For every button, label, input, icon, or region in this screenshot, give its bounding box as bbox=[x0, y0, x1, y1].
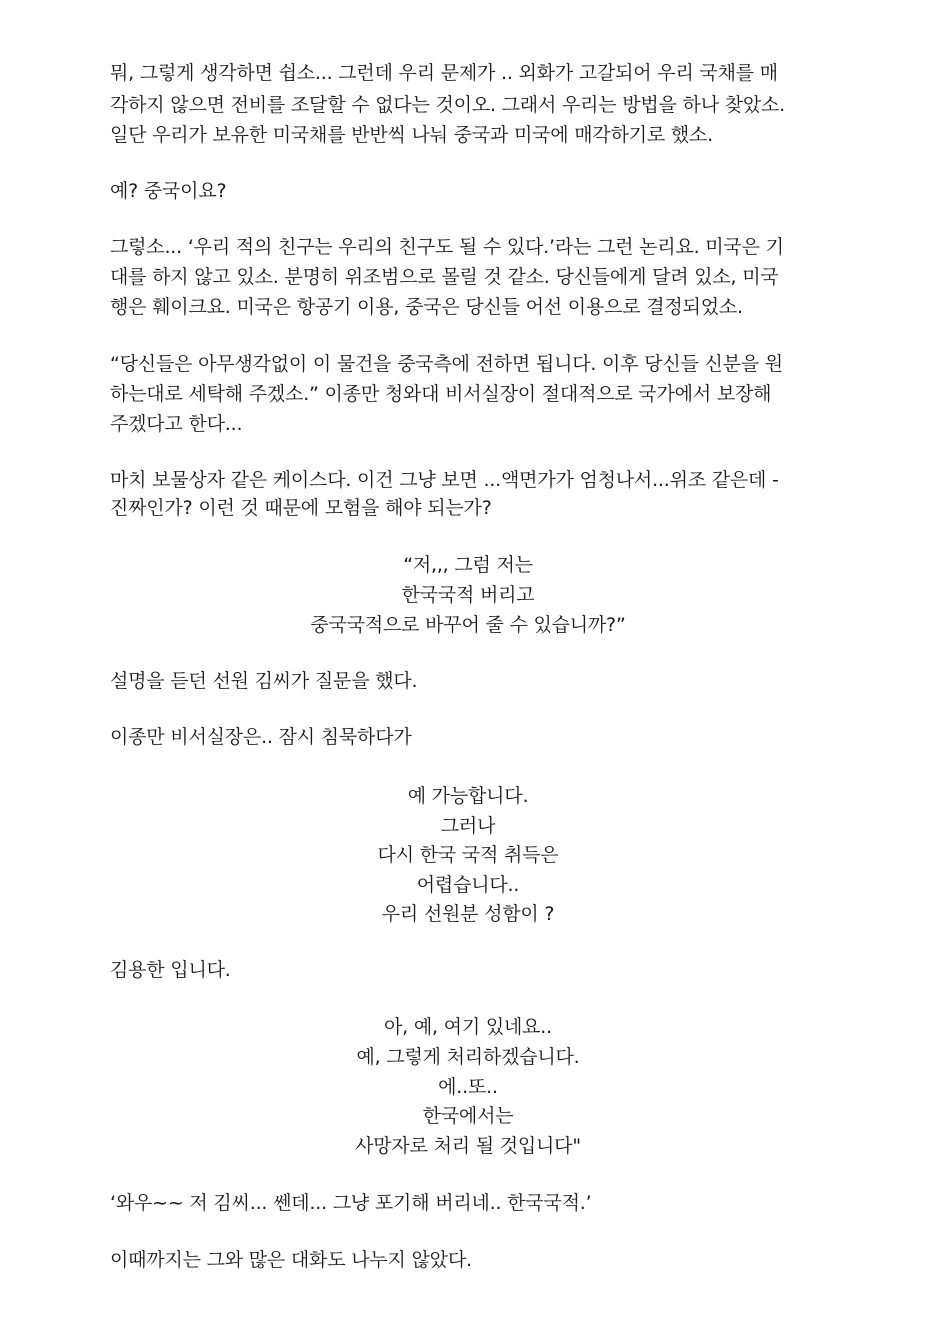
paragraph-3-line-1: 그렇소... ‘우리 적의 친구는 우리의 친구도 될 수 있다.’라는 그런 논리요. 미국은 기 bbox=[110, 236, 784, 258]
paragraph-1-line-1: 뭐, 그렇게 생각하면 쉽소... 그런데 우리 문제가 .. 외화가 고갈되어 우리 국채를 매 bbox=[110, 62, 778, 84]
dialogue-3-line-1: 아, 예, 여기 있네요.. bbox=[384, 1016, 552, 1038]
dialogue-3-line-5: 사망자로 처리 될 것입니다" bbox=[355, 1135, 581, 1157]
paragraph-8-line-1: 이종만 비서실장은.. 잠시 침묵하다가 bbox=[110, 726, 412, 748]
dialogue-3-line-2: 예, 그렇게 처리하겠습니다. bbox=[356, 1046, 580, 1068]
paragraph-12-line-1: ‘와우~~ 저 김씨... 쎈데... 그냥 포기해 버리네.. 한국국적.’ bbox=[110, 1192, 592, 1214]
dialogue-2-line-5: 우리 선원분 성함이 ? bbox=[381, 903, 555, 925]
dialogue-3-line-3: 에..또.. bbox=[438, 1076, 498, 1098]
dialogue-1-line-2: 한국국적 버리고 bbox=[401, 584, 535, 606]
paragraph-4-line-1: “당신들은 아무생각없이 이 물건을 중국측에 전하면 됩니다. 이후 당신들 신분을 원 bbox=[110, 353, 783, 375]
paragraph-1-line-3: 일단 우리가 보유한 미국채를 반반씩 나눠 중국과 미국에 매각하기로 했소. bbox=[110, 124, 714, 146]
paragraph-1-line-2: 각하지 않으면 전비를 조달할 수 없다는 것이오. 그래서 우리는 방법을 하나 찾았소. bbox=[110, 94, 785, 116]
paragraph-3-line-2: 대를 하지 않고 있소. 분명히 위조범으로 몰릴 것 같소. 당신들에게 달려 있소, 미국 bbox=[110, 266, 779, 288]
paragraph-5-line-2: 진짜인가? 이런 것 때문에 모험을 해야 되는가? bbox=[110, 497, 492, 519]
paragraph-13-line-1: 이때까지는 그와 많은 대화도 나누지 않았다. bbox=[110, 1249, 472, 1271]
dialogue-1-line-1: “저,,, 그럼 저는 bbox=[403, 554, 533, 576]
paragraph-7-line-1: 설명을 듣던 선원 김씨가 질문을 했다. bbox=[110, 670, 418, 692]
paragraph-2-line-1: 예? 중국이요? bbox=[110, 180, 227, 202]
dialogue-3-line-4: 한국에서는 bbox=[422, 1105, 514, 1127]
paragraph-3-line-3: 행은 훼이크요. 미국은 항공기 이용, 중국은 당신들 어선 이용으로 결정되었소. bbox=[110, 296, 743, 318]
dialogue-2-line-1: 예 가능합니다. bbox=[407, 785, 529, 807]
dialogue-1-line-3: 중국국적으로 바꾸어 줄 수 있습니까?” bbox=[310, 614, 626, 636]
dialogue-2-line-4: 어렵습니다.. bbox=[416, 874, 520, 896]
dialogue-2-line-2: 그러나 bbox=[440, 815, 496, 837]
paragraph-4-line-3: 주겠다고 한다... bbox=[110, 413, 243, 435]
paragraph-4-line-2: 하는대로 세탁해 주겠소.” 이종만 청와대 비서실장이 절대적으로 국가에서 보장해 bbox=[110, 383, 772, 405]
paragraph-5-line-1: 마치 보물상자 같은 케이스다. 이건 그냥 보면 ...액면가가 엄청나서...위조 같은데 - bbox=[110, 469, 779, 491]
paragraph-10-line-1: 김용한 입니다. bbox=[110, 959, 231, 981]
dialogue-2-line-3: 다시 한국 국적 취득은 bbox=[377, 844, 559, 866]
